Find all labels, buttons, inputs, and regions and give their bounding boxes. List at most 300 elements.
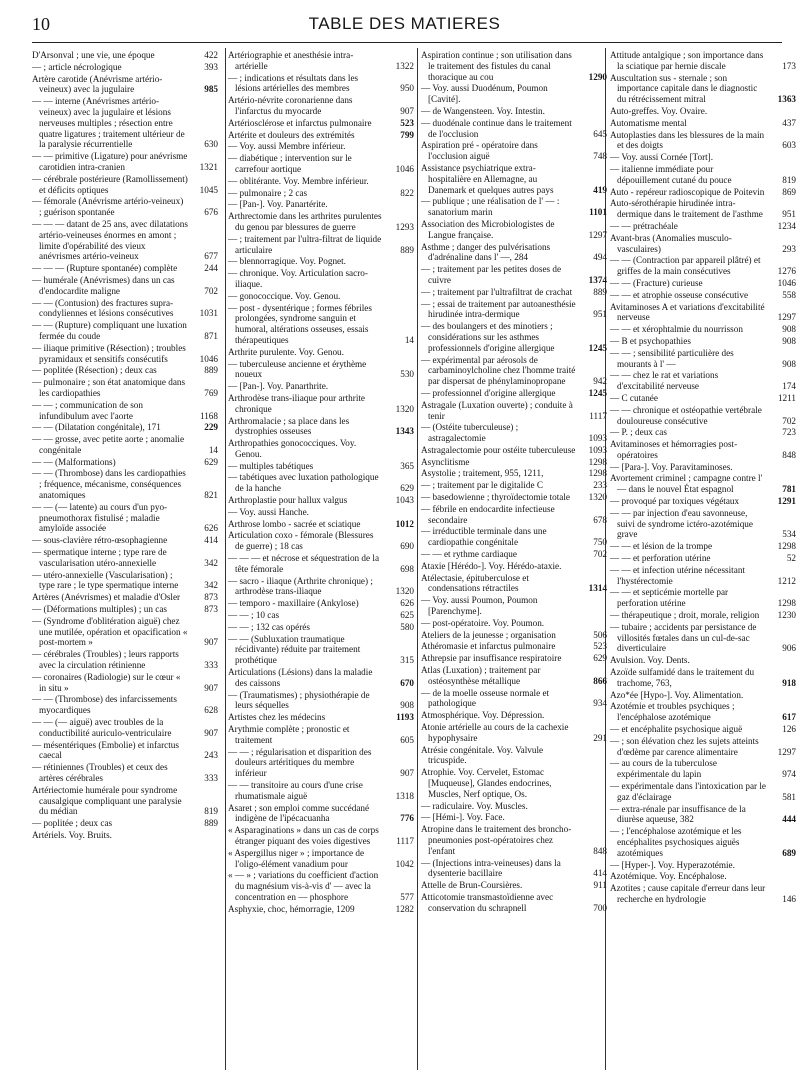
index-entry bbox=[421, 400, 607, 422]
entry-text: — — — et nécrose et séquestration de la tête fémorale bbox=[228, 553, 380, 574]
index-entry bbox=[421, 618, 607, 629]
index-entry bbox=[421, 355, 607, 387]
column-divider bbox=[225, 48, 226, 1070]
index-entry bbox=[228, 416, 414, 438]
entry-page-ref: 1046 bbox=[395, 163, 414, 174]
entry-text: Atmosphérique. Voy. Dépression. bbox=[421, 710, 545, 721]
index-entry bbox=[610, 883, 796, 905]
index-entry bbox=[228, 530, 414, 552]
index-entry bbox=[228, 73, 414, 95]
entry-text: Arythmie complète ; pronostic et traitement bbox=[228, 724, 350, 745]
entry-page-ref: 918 bbox=[782, 677, 796, 688]
entry-page-ref: 1245 bbox=[588, 387, 607, 398]
entry-page-ref: 1212 bbox=[777, 575, 796, 586]
entry-text: — — prétrachéale bbox=[610, 220, 678, 231]
entry-text: Aspiration pré - opératoire dans l'occlusion aiguë bbox=[421, 140, 538, 162]
entry-text: — (Déformations multiples) ; un cas bbox=[32, 604, 167, 615]
entry-text: — tuberculeuse ancienne et érythème noueux bbox=[228, 358, 367, 380]
entry-page-ref: 577 bbox=[400, 891, 414, 902]
entry-page-ref: 530 bbox=[400, 369, 414, 380]
entry-text: — — (— aiguë) avec troubles de la conductibilité auriculo-ventriculaire bbox=[32, 717, 172, 738]
index-entry bbox=[228, 610, 414, 621]
entry-page-ref: 689 bbox=[782, 847, 796, 858]
index-entry bbox=[421, 641, 607, 652]
index-entry bbox=[610, 233, 796, 255]
index-entry bbox=[610, 462, 796, 473]
index-entry bbox=[32, 74, 218, 96]
entry-text: D'Arsonval ; une vie, une époque bbox=[32, 50, 155, 60]
index-entry bbox=[421, 549, 607, 560]
index-entry bbox=[421, 388, 607, 399]
entry-text: — ; l'encéphalose azotémique et les encéphalites psychosiques aiguës azotémiques bbox=[610, 826, 742, 858]
entry-page-ref: 1168 bbox=[199, 410, 218, 421]
index-entry bbox=[421, 163, 607, 195]
entry-text: — — et atrophie osseuse consécutive bbox=[610, 289, 749, 300]
entry-text: Asynclitisme bbox=[421, 456, 470, 467]
index-entry bbox=[228, 234, 414, 256]
entry-page-ref: 342 bbox=[204, 557, 218, 568]
entry-text: Assistance psychiatrique extra-hospitalière en Allemagne, au Danemark et quelques autres pays bbox=[421, 162, 554, 195]
entry-text: — temporo - maxillaire (Ankylose) bbox=[228, 598, 359, 609]
entry-text: — — et xérophtalmie du nourrisson bbox=[610, 324, 743, 335]
index-entry bbox=[228, 141, 414, 152]
entry-page-ref: 1045 bbox=[199, 184, 218, 195]
entry-text: — [Pan-]. Voy. Panartérite. bbox=[228, 199, 328, 210]
entry-text: — chronique. Voy. Articulation sacro-iliaque. bbox=[228, 268, 368, 289]
entry-page-ref: 603 bbox=[782, 140, 796, 151]
entry-page-ref: 690 bbox=[400, 541, 414, 552]
entry-text: Asphyxie, choc, hémorragie, 1209 bbox=[228, 903, 355, 914]
index-entry bbox=[32, 785, 218, 817]
index-entry bbox=[610, 496, 796, 507]
index-entry bbox=[610, 348, 796, 370]
index-entry bbox=[32, 468, 218, 500]
index-entry bbox=[228, 870, 414, 902]
entry-page-ref: 625 bbox=[400, 610, 414, 621]
entry-page-ref: 1298 bbox=[588, 468, 607, 479]
index-entry bbox=[421, 445, 607, 456]
entry-page-ref: 506 bbox=[593, 629, 607, 640]
entry-page-ref: 414 bbox=[593, 868, 607, 879]
entry-text: Azotémie et troubles psychiques ; l'encéphalose azotémique bbox=[610, 701, 735, 723]
entry-text: — B et psychopathies bbox=[610, 335, 691, 346]
index-entry bbox=[610, 565, 796, 587]
entry-page-ref: 1318 bbox=[395, 790, 414, 801]
index-entry bbox=[228, 622, 414, 633]
index-entry bbox=[610, 781, 796, 803]
entry-page-ref: 1031 bbox=[199, 308, 218, 319]
entry-page-ref: 769 bbox=[204, 387, 218, 398]
entry-page-ref: 908 bbox=[400, 700, 414, 711]
entry-text: — post - dysentérique ; formes fébriles prolongées, syndrome sanguin et humoral, altérations osseuses, essais thérapeutiques bbox=[228, 302, 372, 345]
entry-page-ref: 315 bbox=[400, 655, 414, 666]
entry-text: Atropine dans le traitement des broncho-pneumonies post-opératoires chez l'enfant bbox=[421, 824, 572, 856]
entry-page-ref: 146 bbox=[782, 893, 796, 904]
entry-page-ref: 1230 bbox=[777, 610, 796, 621]
entry-text: — — et lésion de la trompe bbox=[610, 541, 713, 552]
index-entry bbox=[32, 592, 218, 603]
entry-page-ref: 1293 bbox=[395, 221, 414, 232]
index-entry bbox=[421, 722, 607, 744]
index-entry bbox=[421, 526, 607, 548]
entry-page-ref: 907 bbox=[204, 682, 218, 693]
index-entry bbox=[228, 211, 414, 233]
entry-text: Avant-bras (Anomalies musculo-vasculaires) bbox=[610, 232, 732, 254]
entry-page-ref: 822 bbox=[400, 187, 414, 198]
entry-page-ref: 1093 bbox=[588, 444, 607, 455]
entry-text: Automatisme mental bbox=[610, 117, 687, 128]
entry-text: — diabétique ; intervention sur le carrefour aortique bbox=[228, 153, 352, 174]
entry-page-ref: 558 bbox=[782, 289, 796, 300]
entry-text: — [Para-]. Voy. Paravitaminoses. bbox=[610, 461, 733, 472]
entry-page-ref: 629 bbox=[204, 456, 218, 467]
index-entry bbox=[228, 634, 414, 666]
entry-text: Artériographie et anesthésie intra-artérielle bbox=[228, 50, 354, 71]
entry-page-ref: 1093 bbox=[588, 433, 607, 444]
index-entry bbox=[32, 547, 218, 569]
entry-page-ref: 393 bbox=[204, 61, 218, 72]
index-entry bbox=[421, 299, 607, 321]
index-entry bbox=[32, 377, 218, 399]
index-entry bbox=[421, 561, 607, 572]
entry-text: — gonococcique. Voy. Genou. bbox=[228, 290, 341, 301]
index-entry bbox=[228, 904, 414, 915]
entry-page-ref: 233 bbox=[593, 480, 607, 491]
entry-page-ref: 173 bbox=[782, 60, 796, 71]
entry-page-ref: 1298 bbox=[588, 456, 607, 467]
index-entry bbox=[421, 50, 607, 82]
index-entry bbox=[421, 106, 607, 117]
entry-page-ref: 907 bbox=[400, 105, 414, 116]
entry-page-ref: 781 bbox=[782, 484, 796, 495]
index-entry bbox=[32, 830, 218, 841]
index-entry bbox=[32, 320, 218, 342]
entry-text: Artérite et douleurs des extrémités bbox=[228, 129, 355, 140]
entry-text: — multiples tabétiques bbox=[228, 460, 314, 471]
index-entry bbox=[32, 275, 218, 297]
entry-page-ref: 333 bbox=[204, 773, 218, 783]
entry-page-ref: 1117 bbox=[396, 835, 414, 846]
index-entry bbox=[228, 461, 414, 472]
index-entry bbox=[610, 508, 796, 540]
index-entry bbox=[228, 712, 414, 723]
index-entry bbox=[32, 263, 218, 274]
entry-page-ref: 942 bbox=[593, 376, 607, 387]
entry-text: — spermatique interne ; type rare de vascularisation utéro-annexielle bbox=[32, 547, 167, 568]
index-entry bbox=[421, 264, 607, 286]
entry-text: — — par injection d'eau savonneuse, suivi de syndrome ictéro-azotémique grave bbox=[610, 507, 753, 540]
entry-page-ref: 866 bbox=[593, 675, 607, 686]
entry-page-ref: 869 bbox=[782, 186, 796, 197]
entry-text: — poplitée ; deux cas bbox=[32, 818, 113, 829]
index-entry bbox=[228, 848, 414, 870]
entry-page-ref: 630 bbox=[204, 139, 218, 150]
entry-page-ref: 1320 bbox=[588, 492, 607, 503]
index-entry bbox=[228, 188, 414, 199]
index-entry bbox=[610, 324, 796, 335]
entry-text: — des boulangers et des minotiers ; considérations sur les asthmes professionnels d'origine allergique bbox=[421, 321, 555, 353]
entry-page-ref: 908 bbox=[782, 358, 796, 369]
entry-text: — sacro - iliaque (Arthrite chronique) ; arthrodèse trans-iliaque bbox=[228, 575, 373, 597]
entry-text: — professionnel d'origine allergique bbox=[421, 387, 556, 398]
entry-text: — blennorragique. Voy. Pognet. bbox=[228, 256, 346, 267]
index-entry bbox=[421, 287, 607, 298]
index-entry bbox=[421, 880, 607, 891]
index-entry bbox=[610, 553, 796, 564]
entry-text: Arthrose lombo - sacrée et sciatique bbox=[228, 518, 361, 529]
entry-text: Azo*ée [Hypo-]. Voy. Alimentation. bbox=[610, 689, 744, 700]
entry-text: Ataxie [Hérédo-]. Voy. Hérédo-ataxie. bbox=[421, 560, 562, 571]
entry-text: — provoqué par toxiques végétaux bbox=[610, 496, 740, 507]
entry-text: Arthrodèse trans-iliaque pour arthrite chronique bbox=[228, 392, 365, 414]
index-entry bbox=[32, 502, 218, 534]
index-entry bbox=[32, 343, 218, 365]
entry-text: — — (Fracture) curieuse bbox=[610, 277, 703, 288]
entry-page-ref: 700 bbox=[593, 902, 607, 913]
entry-page-ref: 702 bbox=[593, 549, 607, 560]
entry-text: — — ; régularisation et disparition des douleurs artéritiques du membre inférieur bbox=[228, 746, 372, 779]
entry-page-ref: 414 bbox=[204, 535, 218, 546]
entry-page-ref: 494 bbox=[593, 252, 607, 263]
index-entry bbox=[228, 507, 414, 518]
index-entry bbox=[32, 740, 218, 762]
entry-page-ref: 1321 bbox=[199, 161, 218, 172]
entry-page-ref: 626 bbox=[204, 523, 218, 534]
entry-page-ref: 126 bbox=[782, 724, 796, 735]
index-entry bbox=[421, 665, 607, 687]
entry-text: — — ; communication de son infundibulum avec l'aorte bbox=[32, 399, 143, 421]
entry-page-ref: 1297 bbox=[588, 229, 607, 240]
page-title: TABLE DES MATIERES bbox=[308, 14, 501, 33]
index-entry bbox=[32, 616, 218, 648]
entry-page-ref: 950 bbox=[400, 83, 414, 94]
index-entry bbox=[421, 457, 607, 468]
entry-page-ref: 1320 bbox=[395, 403, 414, 414]
index-entry bbox=[32, 434, 218, 456]
entry-page-ref: 1320 bbox=[395, 586, 414, 597]
entry-page-ref: 365 bbox=[400, 460, 414, 471]
index-entry bbox=[610, 393, 796, 404]
index-entry bbox=[32, 649, 218, 671]
index-entry bbox=[421, 767, 607, 799]
entry-page-ref: 889 bbox=[593, 286, 607, 297]
entry-text: Atrésie congénitale. Voy. Valvule tricuspide. bbox=[421, 744, 544, 766]
index-entry bbox=[610, 826, 796, 858]
entry-page-ref: 934 bbox=[593, 698, 607, 709]
entry-text: — ; son élévation chez les sujets atteints d'œdème par carence alimentaire bbox=[610, 735, 759, 757]
index-entry bbox=[421, 468, 607, 479]
index-entry bbox=[421, 630, 607, 641]
entry-text: — utéro-annexielle (Vascularisation) ; type rare ; le type spermatique interne bbox=[32, 569, 179, 591]
entry-text: — (Traumatismes) ; physiothérapie de leurs séquelles bbox=[228, 689, 370, 711]
index-entry bbox=[610, 221, 796, 232]
entry-page-ref: 1298 bbox=[777, 598, 796, 609]
entry-text: — italienne immédiate pour dépouillement cutané du pouce bbox=[610, 163, 732, 185]
entry-text: Artères (Anévrismes) et maladie d'Osler bbox=[32, 592, 181, 603]
entry-text: — — grosse, avec petite aorte ; anomalie congénitale bbox=[32, 434, 185, 455]
entry-text: — Voy. aussi Cornée [Tort]. bbox=[610, 152, 714, 163]
index-entry bbox=[228, 256, 414, 267]
index-entry bbox=[228, 50, 414, 72]
index-entry bbox=[610, 736, 796, 758]
index-entry bbox=[32, 762, 218, 784]
index-entry bbox=[228, 118, 414, 129]
entry-text: — ; article nécrologique bbox=[32, 61, 122, 72]
entry-page-ref: 1291 bbox=[777, 496, 796, 507]
entry-text: Arthroplastie pour hallux valgus bbox=[228, 495, 348, 506]
index-entry bbox=[228, 724, 414, 746]
entry-page-ref: 1343 bbox=[395, 426, 414, 437]
entry-text: — ; traitement par l'ultra-filtrat de liquide articulaire bbox=[228, 233, 382, 255]
entry-text: — poplitée (Résection) ; deux cas bbox=[32, 365, 157, 376]
entry-text: — — (Contusion) des fractures supra-condyliennes et lésions consécutives bbox=[32, 297, 174, 319]
index-entry bbox=[610, 473, 796, 495]
index-entry bbox=[421, 480, 607, 491]
entry-page-ref: 908 bbox=[782, 324, 796, 335]
entry-page-ref: 422 bbox=[204, 50, 218, 60]
index-entry bbox=[610, 152, 796, 163]
index-entry bbox=[610, 701, 796, 723]
index-entry bbox=[228, 176, 414, 187]
entry-text: — Voy. aussi Hanche. bbox=[228, 506, 309, 517]
index-entry bbox=[421, 824, 607, 856]
index-entry bbox=[228, 268, 414, 290]
entry-page-ref: 951 bbox=[593, 309, 607, 320]
index-entry bbox=[610, 724, 796, 735]
entry-page-ref: 1322 bbox=[395, 60, 414, 71]
entry-text: — (Syndrome d'oblitération aiguë) chez une mutilée, opération et opacification « post-mortem » bbox=[32, 615, 188, 648]
entry-text: — P. ; deux cas bbox=[610, 427, 667, 438]
entry-page-ref: 244 bbox=[204, 263, 218, 274]
index-entry bbox=[421, 710, 607, 721]
entry-text: — — ; 10 cas bbox=[228, 610, 280, 621]
entry-text: — cérébrale postérieure (Ramollissement) et déficits optiques bbox=[32, 173, 188, 195]
entry-page-ref: 1245 bbox=[588, 342, 607, 353]
entry-text: — [Pan-]. Voy. Panarthrite. bbox=[228, 381, 329, 392]
index-entry bbox=[228, 393, 414, 415]
entry-text: Association des Microbiologistes de Langue française. bbox=[421, 218, 555, 240]
entry-text: Arthropathies gonococciques. Voy. Genou. bbox=[228, 438, 357, 459]
index-entry bbox=[32, 535, 218, 546]
entry-text: — publique ; une réalisation de l' — : sanatorium marin bbox=[421, 196, 560, 218]
index-entry bbox=[610, 871, 796, 882]
entry-page-ref: 819 bbox=[204, 806, 218, 817]
entry-text: — pulmonaire ; 2 cas bbox=[228, 187, 308, 198]
index-entry bbox=[32, 62, 218, 73]
column-divider bbox=[417, 48, 418, 1070]
entry-page-ref: 1042 bbox=[395, 858, 414, 869]
index-entry bbox=[32, 50, 218, 61]
entry-text: — — — (Rupture spontanée) complète bbox=[32, 263, 178, 274]
entry-text: — ; traitement par l'ultrafiltrat de crachat bbox=[421, 286, 573, 297]
entry-text: Avortement criminel ; campagne contre l' — dans le nouvel État espagnol bbox=[610, 473, 763, 495]
index-entry bbox=[610, 50, 796, 72]
entry-page-ref: 750 bbox=[593, 537, 607, 548]
entry-page-ref: 534 bbox=[782, 529, 796, 540]
index-entry bbox=[421, 688, 607, 710]
index-entry bbox=[228, 519, 414, 530]
index-entry bbox=[32, 672, 218, 694]
entry-page-ref: 907 bbox=[204, 727, 218, 738]
index-entry bbox=[228, 667, 414, 689]
index-entry bbox=[610, 655, 796, 666]
entry-page-ref: 645 bbox=[593, 128, 607, 139]
entry-text: — mésentériques (Embolie) et infarctus caecal bbox=[32, 739, 179, 761]
entry-text: Atlas (Luxation) ; traitement par ostéosynthèse métallique bbox=[421, 665, 541, 686]
index-entry bbox=[228, 495, 414, 506]
index-entry bbox=[421, 858, 607, 880]
entry-page-ref: 889 bbox=[204, 365, 218, 376]
entry-page-ref: 1012 bbox=[395, 518, 414, 529]
index-entry bbox=[228, 359, 414, 381]
entry-text: — expérimental par aérosols de carbaminoylcholine chez l'homme traité par dispersat de phénylaminopropane bbox=[421, 354, 576, 387]
index-entry bbox=[610, 73, 796, 105]
entry-text: « — » ; variations du coefficient d'action du magnésium vis-à-vis d' — avec la concentration en — phosphore bbox=[228, 870, 379, 902]
entry-page-ref: 1211 bbox=[777, 392, 796, 403]
entry-text: Azoïde sulfamidé dans le traitement du trachome, 763, bbox=[610, 667, 755, 688]
entry-text: — cérébrales (Troubles) ; leurs rapports avec la circulation rétinienne bbox=[32, 649, 179, 671]
index-entry bbox=[610, 302, 796, 324]
entry-page-ref: 1101 bbox=[589, 207, 607, 218]
entry-page-ref: 873 bbox=[204, 592, 218, 603]
entry-page-ref: 1234 bbox=[777, 220, 796, 231]
entry-text: — — et rythme cardiaque bbox=[421, 549, 517, 560]
index-entry bbox=[32, 219, 218, 262]
entry-text: Artériosclérose et infarctus pulmonaire bbox=[228, 117, 372, 128]
entry-text: — fémorale (Anévrisme artério-veineux) ; guérison spontanée bbox=[32, 196, 184, 218]
entry-text: Auto-greffes. Voy. Ovaire. bbox=[610, 105, 708, 116]
index-entry bbox=[228, 472, 414, 494]
index-entry bbox=[32, 365, 218, 376]
entry-page-ref: 444 bbox=[782, 814, 796, 825]
entry-page-ref: 848 bbox=[593, 845, 607, 856]
entry-text: Athrepsie par insuffisance respiratoire bbox=[421, 653, 562, 664]
entry-text: Ateliers de la jeunesse ; organisation bbox=[421, 629, 556, 640]
entry-text: — (Injections intra-veineuses) dans la dysenterie bacillaire bbox=[421, 857, 561, 879]
entry-text: — — chronique et ostéopathie vertébrale douloureuse consécutive bbox=[610, 404, 762, 426]
index-entry bbox=[610, 118, 796, 129]
index-entry bbox=[32, 570, 218, 592]
entry-text: — sous-clavière rétro-œsophagienne bbox=[32, 535, 168, 546]
index-entry bbox=[32, 604, 218, 615]
entry-text: Auto-sérothérapie hirudinée intra-dermique dans le traitement de l'asthme bbox=[610, 198, 763, 220]
index-column-2 bbox=[228, 50, 414, 916]
entry-text: Artère carotide (Anévrisme artério-veineux) avec la jugulaire bbox=[32, 73, 163, 95]
index-entry bbox=[421, 492, 607, 503]
header-rule bbox=[32, 42, 782, 43]
index-entry bbox=[610, 255, 796, 277]
entry-text: Azotites ; cause capitale d'erreur dans leur recherche en hydrologie bbox=[610, 883, 766, 904]
entry-text: — coronaires (Radiologie) sur le cœur « in situ » bbox=[32, 671, 181, 693]
index-entry bbox=[421, 140, 607, 162]
index-entry bbox=[421, 321, 607, 353]
entry-text: — radiculaire. Voy. Muscles. bbox=[421, 800, 528, 811]
index-entry bbox=[228, 95, 414, 117]
entry-text: Asystolie ; traitement, 955, 1211, bbox=[421, 468, 544, 479]
entry-text: — expérimentale dans l'intoxication par le gaz d'éclairage bbox=[610, 781, 767, 802]
entry-text: — fébrile en endocardite infectieuse secondaire bbox=[421, 503, 555, 525]
entry-text: — (Ostéite tuberculeuse) ; astragalectomie bbox=[421, 422, 519, 444]
entry-page-ref: 702 bbox=[782, 415, 796, 426]
entry-page-ref: 629 bbox=[400, 483, 414, 494]
entry-text: Athéromasie et infarctus pulmonaire bbox=[421, 641, 556, 652]
entry-text: — — (Dilatation congénitale), 171 bbox=[32, 422, 161, 433]
entry-text: — — ; sensibilité particulière des mourants à l' — bbox=[610, 347, 734, 369]
entry-page-ref: 243 bbox=[204, 750, 218, 761]
entry-text: Azotémique. Voy. Encéphalose. bbox=[610, 871, 727, 882]
entry-text: Aspiration continue ; son utilisation dans le traitement des fistules du canal thoracique au cou bbox=[421, 50, 572, 82]
entry-text: Artistes chez les médecins bbox=[228, 712, 326, 723]
